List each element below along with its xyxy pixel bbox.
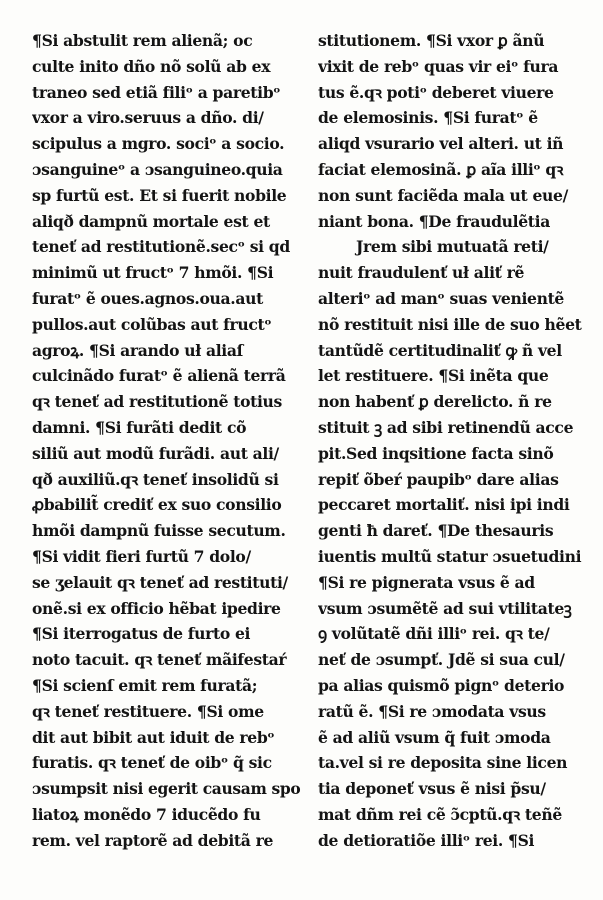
text-line: se ʒelauit qꝛ teneť ad restituti/ xyxy=(32,572,288,592)
text-line: iuentis multũ statur ɔsuetudini xyxy=(318,546,582,566)
text-line: let restituere. ¶Si inẽta que xyxy=(318,366,549,386)
text-line: sp furtũ est. Et si fuerit nobile xyxy=(32,185,287,205)
text-line: repiť õbeŕ paupibᵒ dare alias xyxy=(318,469,559,489)
text-line: tantũdẽ certitudinaliť ꝙ ñ vel xyxy=(318,340,562,360)
text-line: culte inito dño nõ solũ ab ex xyxy=(32,56,271,76)
text-line: ¶Si abstulit rem alienã; oc xyxy=(32,31,253,50)
text-column-left xyxy=(32,28,300,854)
text-line: ratũ ẽ. ¶Si re ɔmodata vsus xyxy=(318,701,546,721)
text-line: de detioratiõe illiᵒ rei. ¶Si xyxy=(318,830,535,850)
text-line: genti ħ dareť. ¶De thesauris xyxy=(318,521,554,541)
text-line: tia deponeť vsus ẽ nisi p̃su/ xyxy=(318,779,546,799)
text-line: dit aut bibit aut iduit de rebᵒ xyxy=(32,727,275,747)
text-line: ɔsumpsit nisi egerit causam spo xyxy=(32,779,301,799)
text-line: alteriᵒ ad manᵒ suas venientẽ xyxy=(318,288,565,308)
text-line: minimũ ut fructᵒ 7 hmõi. ¶Si xyxy=(32,263,274,283)
text-line: hmõi dampnũ fuisse secutum. xyxy=(32,521,286,541)
text-line: aliqd vsurario vel alteri. ut iñ xyxy=(318,134,564,154)
text-line: ta.vel si re deposita sine licen xyxy=(318,753,568,773)
text-line: scipulus a mgro. sociᵒ a socio. xyxy=(32,134,285,154)
text-line: siliũ aut modũ furãdi. aut ali/ xyxy=(32,443,279,463)
text-line: ¶Si iterrogatus de furto ei xyxy=(32,624,251,644)
text-line: tus ẽ.qꝛ potiᵒ deberet viuere xyxy=(318,82,554,102)
text-line: ¶Si vidit fieri furtũ 7 dolo/ xyxy=(32,546,251,566)
text-line: ẽ ad aliũ vsum q̃ fuit ɔmoda xyxy=(318,727,551,747)
text-line: ꝯ volũtatẽ dñi illiᵒ rei. qꝛ te/ xyxy=(318,624,550,644)
text-line: vxor a viro.seruus a dño. di/ xyxy=(32,108,264,128)
text-line: ɔsanguineᵒ a ɔsanguineo.quia xyxy=(32,159,283,179)
text-line: non sunt faciẽda mala ut eue/ xyxy=(318,185,568,205)
text-line: furatᵒ ẽ oues.agnos.oua.aut xyxy=(32,288,263,308)
text-line: Jrem sibi mutuatã reti/ xyxy=(356,237,549,257)
text-line: liatoꝝ monẽdo 7 iducẽdo fu xyxy=(32,804,261,824)
text-line: nõ restituit nisi ille de suo hẽet xyxy=(318,314,582,334)
text-line: ¶Si scienſ emit rem furatã; xyxy=(32,675,258,695)
text-line: onẽ.si ex officio hẽbat ipedire xyxy=(32,598,281,618)
text-line: qꝛ teneť restituere. ¶Si ome xyxy=(32,701,264,721)
text-line: ꝓbabilit̃ crediť ex suo consilio xyxy=(32,495,282,515)
text-line: damni. ¶Si furãti dedit cõ xyxy=(32,417,247,437)
text-line: stitutionem. ¶Si vxor ꝑ ãnũ xyxy=(318,31,545,50)
text-line: vsum ɔsumẽtẽ ad sui vtilitateꝫ xyxy=(318,598,572,618)
text-line: pullos.aut colũbas aut fructᵒ xyxy=(32,314,272,334)
text-line: de elemosinis. ¶Si furatᵒ ẽ xyxy=(318,108,538,128)
text-line: aliqð dampnũ mortale est et xyxy=(32,211,270,231)
text-line: culcinãdo furatᵒ ẽ alienã terrã xyxy=(32,366,286,386)
text-column-right xyxy=(318,28,586,854)
text-line: faciat elemosinã. ꝑ aĩa illiᵒ qꝛ xyxy=(318,159,564,179)
text-line: agroꝝ. ¶Si arando uł aliaſ xyxy=(32,340,243,360)
text-line: qð auxiliũ.qꝛ teneť insolidũ si xyxy=(32,469,279,489)
text-line: pa alias quismõ pignᵒ deterio xyxy=(318,675,565,695)
text-line: rem. vel raptorẽ ad debitã re xyxy=(32,830,274,850)
text-line: teneť ad restitutionẽ.secᵒ si qd xyxy=(32,237,290,257)
text-line: niant bona. ¶De fraudulẽtia xyxy=(318,211,550,231)
text-line: non habenť ꝑ derelicto. ñ re xyxy=(318,392,552,412)
text-line: stituit ꝫ ad sibi retinendũ acce xyxy=(318,417,574,437)
text-line: peccaret mortaliť. nisi ipi indi xyxy=(318,495,570,515)
text-line: noto tacuit. qꝛ teneť mãifestaŕ xyxy=(32,650,287,670)
text-line: neť de ɔsumpť. Jdẽ si sua cul/ xyxy=(318,650,565,670)
text-line: mat dñm rei cẽ ɔ̃cptũ.qꝛ teñẽ xyxy=(318,804,562,824)
text-line: ¶Si re pignerata vsus ẽ ad xyxy=(318,572,535,592)
text-line: vixit de rebᵒ quas vir eiᵒ fura xyxy=(318,56,559,76)
text-line: pit.Sed inqsitione facta sinõ xyxy=(318,443,554,463)
text-line: traneo sed etiã filiᵒ a paretibᵒ xyxy=(32,82,281,102)
text-line: qꝛ teneť ad restitutionẽ totius xyxy=(32,392,282,412)
text-line: furatis. qꝛ teneť de oibᵒ q̃ sic xyxy=(32,753,272,773)
text-line: nuit fraudulenť uł aliť rẽ xyxy=(318,263,525,283)
